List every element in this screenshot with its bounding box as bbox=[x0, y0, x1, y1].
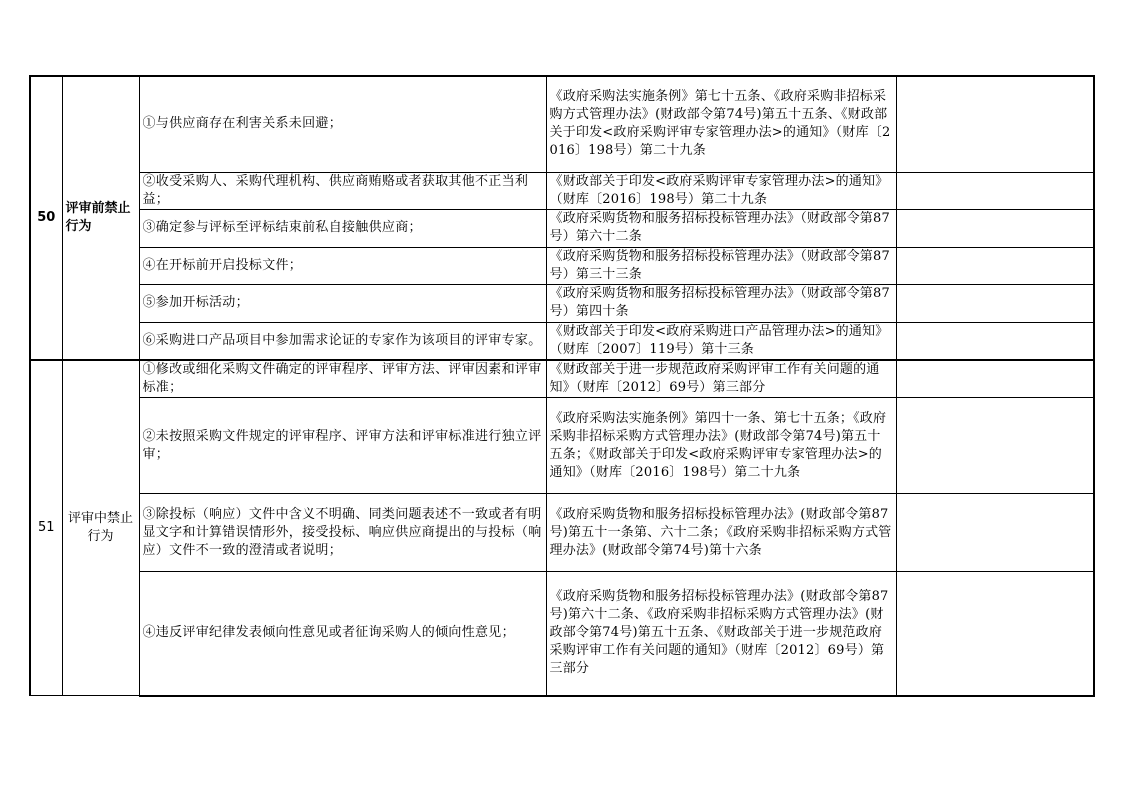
item-cell bbox=[139, 494, 546, 572]
item-cell bbox=[139, 76, 546, 172]
remark-cell bbox=[896, 572, 1094, 696]
table-row bbox=[30, 209, 1094, 247]
item-text: ①与供应商存在利害关系未回避； bbox=[142, 116, 343, 132]
remark-cell bbox=[896, 76, 1094, 172]
row-number: 50 bbox=[30, 76, 62, 360]
table-row bbox=[30, 172, 1094, 209]
item-cell bbox=[139, 247, 546, 284]
item-cell bbox=[139, 284, 546, 322]
basis-cell bbox=[546, 572, 896, 696]
basis-text: 《政府采购货物和服务招标投标管理办法》（财政部令第87号）第六十二条 bbox=[549, 211, 890, 244]
category-cell: 评审中禁止行为 bbox=[62, 360, 139, 696]
basis-cell bbox=[546, 494, 896, 572]
item-text: ⑥采购进口产品项目中参加需求论证的专家作为该项目的评审专家。 bbox=[142, 332, 542, 348]
table-row bbox=[30, 284, 1094, 322]
item-text: ③除投标（响应）文件中含义不明确、同类问题表述不一致或者有明显文字和计算错误情形外，接受投标、响应供应商提出的与投标（响应）文件不一致的澄清或者说明； bbox=[142, 506, 542, 558]
basis-cell bbox=[546, 76, 896, 172]
remark-cell bbox=[896, 172, 1094, 209]
item-cell bbox=[139, 572, 546, 696]
item-cell bbox=[139, 322, 546, 360]
remark-cell bbox=[896, 322, 1094, 360]
remark-cell bbox=[896, 247, 1094, 284]
remark-cell bbox=[896, 209, 1094, 247]
basis-cell bbox=[546, 247, 896, 284]
basis-text: 《政府采购货物和服务招标投标管理办法》（财政部令第87号）第四十条 bbox=[549, 286, 890, 319]
item-cell bbox=[139, 209, 546, 247]
remark-cell bbox=[896, 284, 1094, 322]
regulation-table bbox=[29, 75, 1095, 697]
basis-text: 《政府采购货物和服务招标投标管理办法》(财政部令第87号)第五十一条第、六十二条；《政府采购非招标采购方式管理办法》(财政部令第74号)第十六条 bbox=[549, 506, 892, 558]
basis-text: 《政府采购法实施条例》第七十五条、《政府采购非招标采购方式管理办法》(财政部令第74号)第五十五条、《财政部关于印发<政府采购评审专家管理办法>的通知》（财库〔2016〕198号）第二十九条 bbox=[549, 89, 891, 159]
item-text: ③确定参与评标至评标结束前私自接触供应商； bbox=[142, 220, 422, 235]
basis-text: 《政府采购法实施条例》第四十一条、第七十五条；《政府采购非招标采购方式管理办法》(财政部令第74号)第五十五条；《财政部关于印发<政府采购评审专家管理办法>的通知》（财库〔2016〕198号）第二十九条 bbox=[549, 410, 887, 480]
basis-cell bbox=[546, 398, 896, 494]
item-cell bbox=[139, 398, 546, 494]
row-number: 51 bbox=[30, 360, 62, 696]
item-cell bbox=[139, 172, 546, 209]
item-text: ④违反评审纪律发表倾向性意见或者征询采购人的倾向性意见； bbox=[142, 625, 515, 641]
basis-text: 《财政部关于进一步规范政府采购评审工作有关问题的通知》（财库〔2012〕69号）第三部分 bbox=[549, 361, 880, 395]
item-text: ②未按照采购文件规定的评审程序、评审方法和评审标准进行独立评审； bbox=[142, 428, 542, 462]
category-cell: 评审前禁止行为 bbox=[62, 76, 139, 360]
remark-cell bbox=[896, 494, 1094, 572]
basis-cell bbox=[546, 284, 896, 322]
basis-cell bbox=[546, 360, 896, 398]
basis-text: 《财政部关于印发<政府采购进口产品管理办法>的通知》（财库〔2007〕119号）第十三条 bbox=[549, 323, 889, 357]
table-row bbox=[30, 322, 1094, 360]
item-text: ①修改或细化采购文件确定的评审程序、评审方法、评审因素和评审标准； bbox=[142, 361, 542, 395]
basis-text: 《财政部关于印发<政府采购评审专家管理办法>的通知》（财库〔2016〕198号）第二十九条 bbox=[549, 173, 889, 207]
remark-cell bbox=[896, 398, 1094, 494]
table-row bbox=[30, 360, 1094, 398]
remark-cell bbox=[896, 360, 1094, 398]
basis-cell bbox=[546, 322, 896, 360]
item-text: ⑤参加开标活动； bbox=[142, 295, 249, 310]
item-text: ②收受采购人、采购代理机构、供应商贿赂或者获取其他不正当利益； bbox=[142, 173, 529, 207]
basis-text: 《政府采购货物和服务招标投标管理办法》（财政部令第87号）第三十三条 bbox=[549, 248, 890, 282]
item-cell bbox=[139, 360, 546, 398]
basis-cell bbox=[546, 172, 896, 209]
item-text: ④在开标前开启投标文件； bbox=[142, 257, 303, 273]
table-row bbox=[30, 494, 1094, 572]
table-row bbox=[30, 247, 1094, 284]
table-row bbox=[30, 398, 1094, 494]
table-row bbox=[30, 572, 1094, 696]
table-row bbox=[30, 76, 1094, 172]
basis-text: 《政府采购货物和服务招标投标管理办法》(财政部令第87号)第六十二条、《政府采购非招标采购方式管理办法》(财政部令第74号)第五十五条、《财政部关于进一步规范政府采购评审工作有关问题的通知》（财库〔2012〕69号）第三部分 bbox=[549, 589, 889, 677]
basis-cell bbox=[546, 209, 896, 247]
